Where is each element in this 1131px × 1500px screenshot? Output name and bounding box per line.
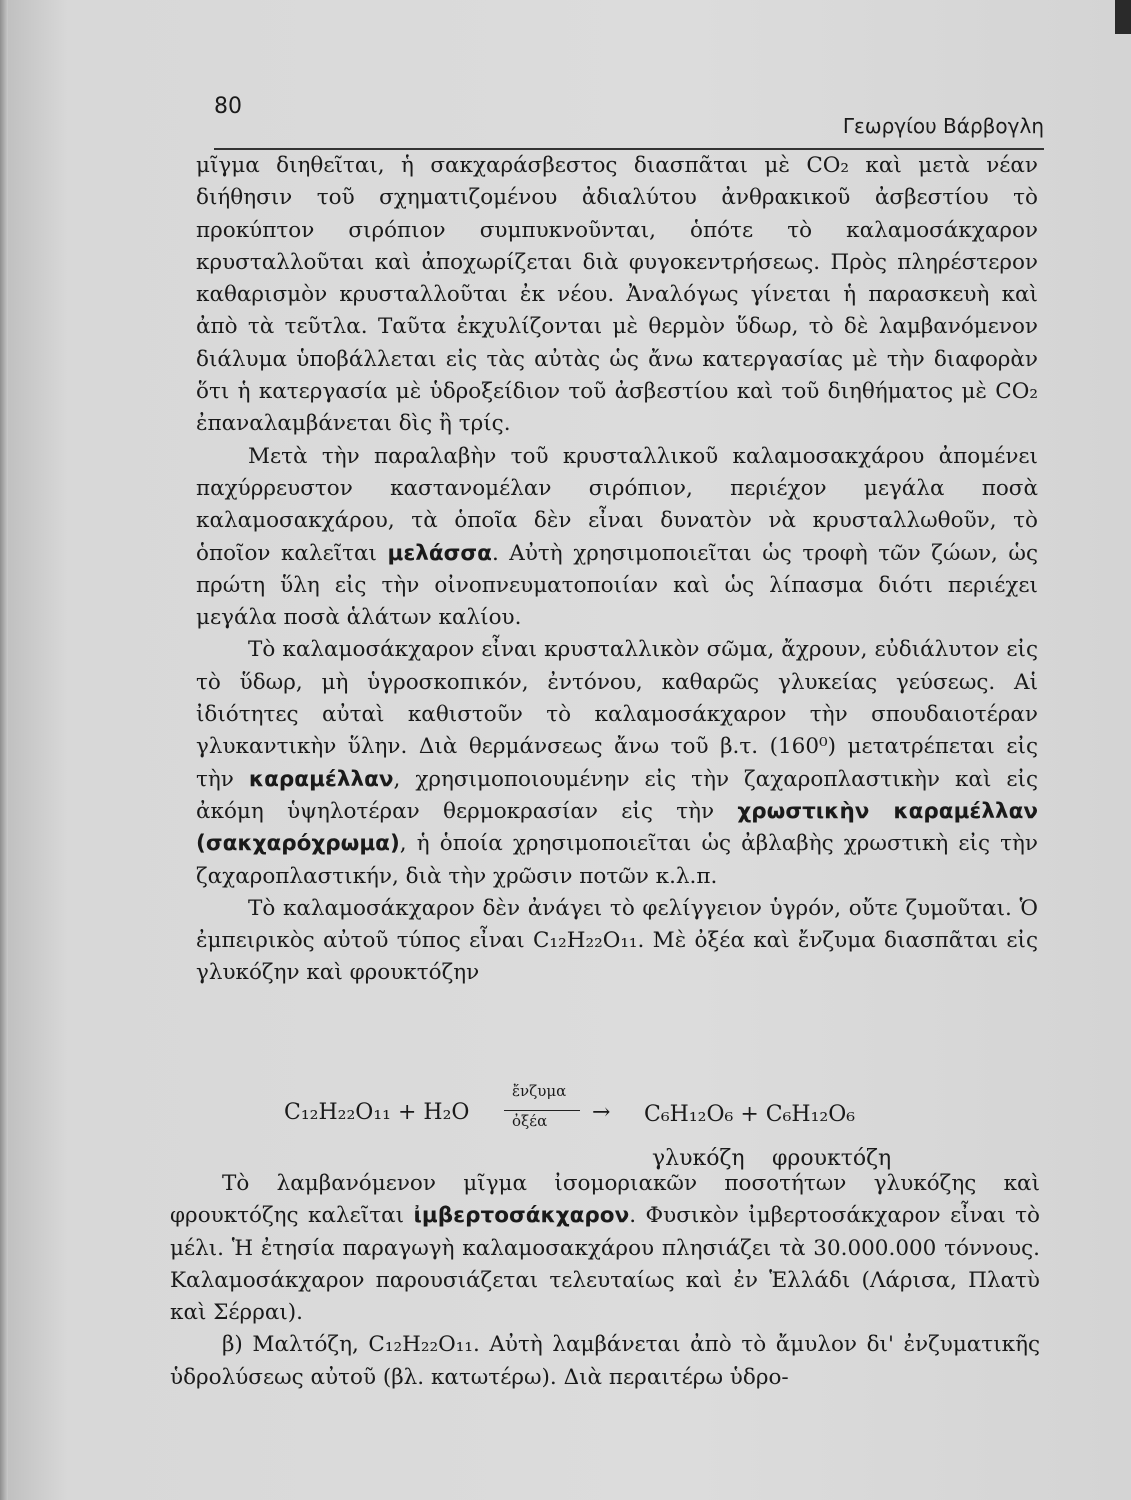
paragraph-2-text-a: Μετὰ τὴν παραλαβὴν τοῦ κρυσταλλικοῦ καλαμοσακχάρου ἀπομένει παχύρρευστον καστανομέλαν σιρόπιον, περιέχον μεγάλα ποσὰ καλαμοσακχάρου, τὰ ὁποῖα δὲν εἶναι δυνατὸν νὰ κρυσταλλωθοῦν, τὸ ὁποῖον καλεῖται	[196, 443, 1038, 566]
equation-label-fructose: φρουκτόζη	[772, 1146, 892, 1171]
main-text-lower	[170, 1168, 1040, 1394]
paragraph-3	[196, 634, 1038, 892]
paragraph-2	[196, 441, 1038, 635]
equation-label-glucose: γλυκόζη	[652, 1146, 745, 1171]
paragraph-1: μῖγμα διηθεῖται, ἡ σακχαράσβεστος διασπᾶται μὲ CO₂ καὶ μετὰ νέαν διήθησιν τοῦ σχηματιζομένου ἀδιαλύτου ἀνθρακικοῦ ἀσβεστίου τὸ προκύπτον σιρόπιον συμπυκνοῦνται, ὁπότε τὸ καλαμοσάκχαρον κρυσταλλοῦται καὶ ἀποχωρίζεται διὰ φυγοκεντρήσεως. Πρὸς πληρέστερον καθαρισμὸν κρυσταλλοῦται ἐκ νέου. Ἀναλόγως γίνεται ἡ παρασκευὴ καὶ ἀπὸ τὰ τεῦτλα. Ταῦτα ἐκχυλίζονται μὲ θερμὸν ὕδωρ, τὸ δὲ λαμβανόμενον διάλυμα ὑποβάλλεται εἰς τὰς αὐτὰς ὡς ἄνω κατεργασίας μὲ τὴν διαφορὰν ὅτι ἡ κατεργασία μὲ ὑδροξείδιον τοῦ ἀσβεστίου καὶ τοῦ διηθήματος μὲ CO₂ ἐπαναλαμβάνεται δὶς ἢ τρίς.	[196, 153, 1038, 437]
paragraph-2-text-b: . Αὐτὴ χρησιμοποιεῖται ὡς τροφὴ τῶν ζώων, ὡς πρώτη ὕλη εἰς τὴν οἰνοπνευματοποιίαν καὶ ὡς λίπασμα διότι περιέχει μεγάλα ποσὰ ἁλάτων καλίου.	[196, 540, 1038, 631]
main-text-upper	[196, 150, 1038, 990]
equation-reactants: C₁₂H₂₂O₁₁ + H₂O	[284, 1100, 470, 1125]
paragraph-5-text-b: . Φυσικὸν ἰμβερτοσάκχαρον εἶναι τὸ μέλι. Ἡ ἐτησία παραγωγὴ καλαμοσακχάρου πλησιάζει τὰ 30.000.000 τόννους. Καλαμοσάκχαρον παρουσιάζεται τελευταίως καὶ ἐν Ἑλλάδι (Λάρισα, Πλατὺ καὶ Σέρραι).	[170, 1203, 1040, 1326]
running-head: Γεωργίου Βάρβογλη	[842, 114, 1044, 138]
term-chromostiki-karamella: χρωστικὴν καραμέλλαν (σακχαρόχρωμα)	[196, 798, 1038, 857]
paragraph-5-text-a: Τὸ λαμβανόμενον μῖγμα ἰσομοριακῶν ποσοτήτων γλυκόζης καὶ φρουκτόζης καλεῖται	[170, 1171, 1040, 1229]
page-spine-shadow	[0, 0, 8, 1500]
scan-corner-mark	[1115, 0, 1131, 34]
paragraph-3-text-a: Τὸ καλαμοσάκχαρον εἶναι κρυσταλλικὸν σῶμα, ἄχρουν, εὐδιάλυτον εἰς τὸ ὕδωρ, μὴ ὑγροσκοπικόν, ἐντόνου, καθαρῶς γλυκείας γεύσεως. Αἱ ἰδιότητες αὐταὶ καθιστοῦν τὸ καλαμοσάκχαρον τὴν σπουδαιοτέραν γλυκαντικὴν ὕλην. Διὰ θερμάνσεως ἄνω τοῦ β.τ. (160⁰) μετατρέπεται εἰς τὴν	[196, 637, 1038, 792]
paragraph-6: β) Μαλτόζη, C₁₂H₂₂O₁₁. Αὐτὴ λαμβάνεται ἀπὸ τὸ ἄμυλον δι' ἐνζυματικῆς ὑδρολύσεως αὐτοῦ (βλ. κατωτέρω). Διὰ περαιτέρω ὑδρο-	[170, 1332, 1040, 1390]
term-melassa: μελάσσα	[387, 540, 492, 566]
term-karamellan: καραμέλλαν	[248, 766, 394, 792]
equation-catalyst-below: ὀξέα	[512, 1112, 548, 1130]
paragraph-3-text-c: , ἡ ὁποία χρησιμοποιεῖται ὡς ἀβλαβὴς χρωστικὴ εἰς τὴν ζαχαροπλαστικήν, διὰ τὴν χρῶσιν ποτῶν κ.λ.π.	[196, 831, 1038, 889]
arrow-right-icon: →	[592, 1100, 611, 1125]
equation-catalyst-above: ἔνζυμα	[512, 1082, 567, 1100]
paragraph-4: Τὸ καλαμοσάκχαρον δὲν ἀνάγει τὸ φελίγγειον ὑγρόν, οὔτε ζυμοῦται. Ὁ ἐμπειρικὸς αὐτοῦ τύπος εἶναι C₁₂H₂₂O₁₁. Μὲ ὀξέα καὶ ἔνζυμα διασπᾶται εἰς γλυκόζην καὶ φρουκτόζην	[196, 895, 1038, 986]
page-header	[214, 86, 1044, 146]
paragraph-5	[170, 1168, 1040, 1329]
equation-fraction-line	[504, 1110, 580, 1111]
term-imvertosakcharon: ἰμβερτοσάκχαρον	[413, 1203, 630, 1229]
equation-products: C₆H₁₂O₆ + C₆H₁₂O₆	[644, 1102, 856, 1127]
hydrolysis-equation	[284, 1082, 904, 1171]
paragraph-3-text-b: , χρησιμοποιουμένην εἰς τὴν ζαχαροπλαστικὴν καὶ εἰς ἀκόμη ὑψηλοτέραν θερμοκρασίαν εἰς τὴν	[196, 766, 1038, 824]
page-number: 80	[214, 94, 242, 119]
